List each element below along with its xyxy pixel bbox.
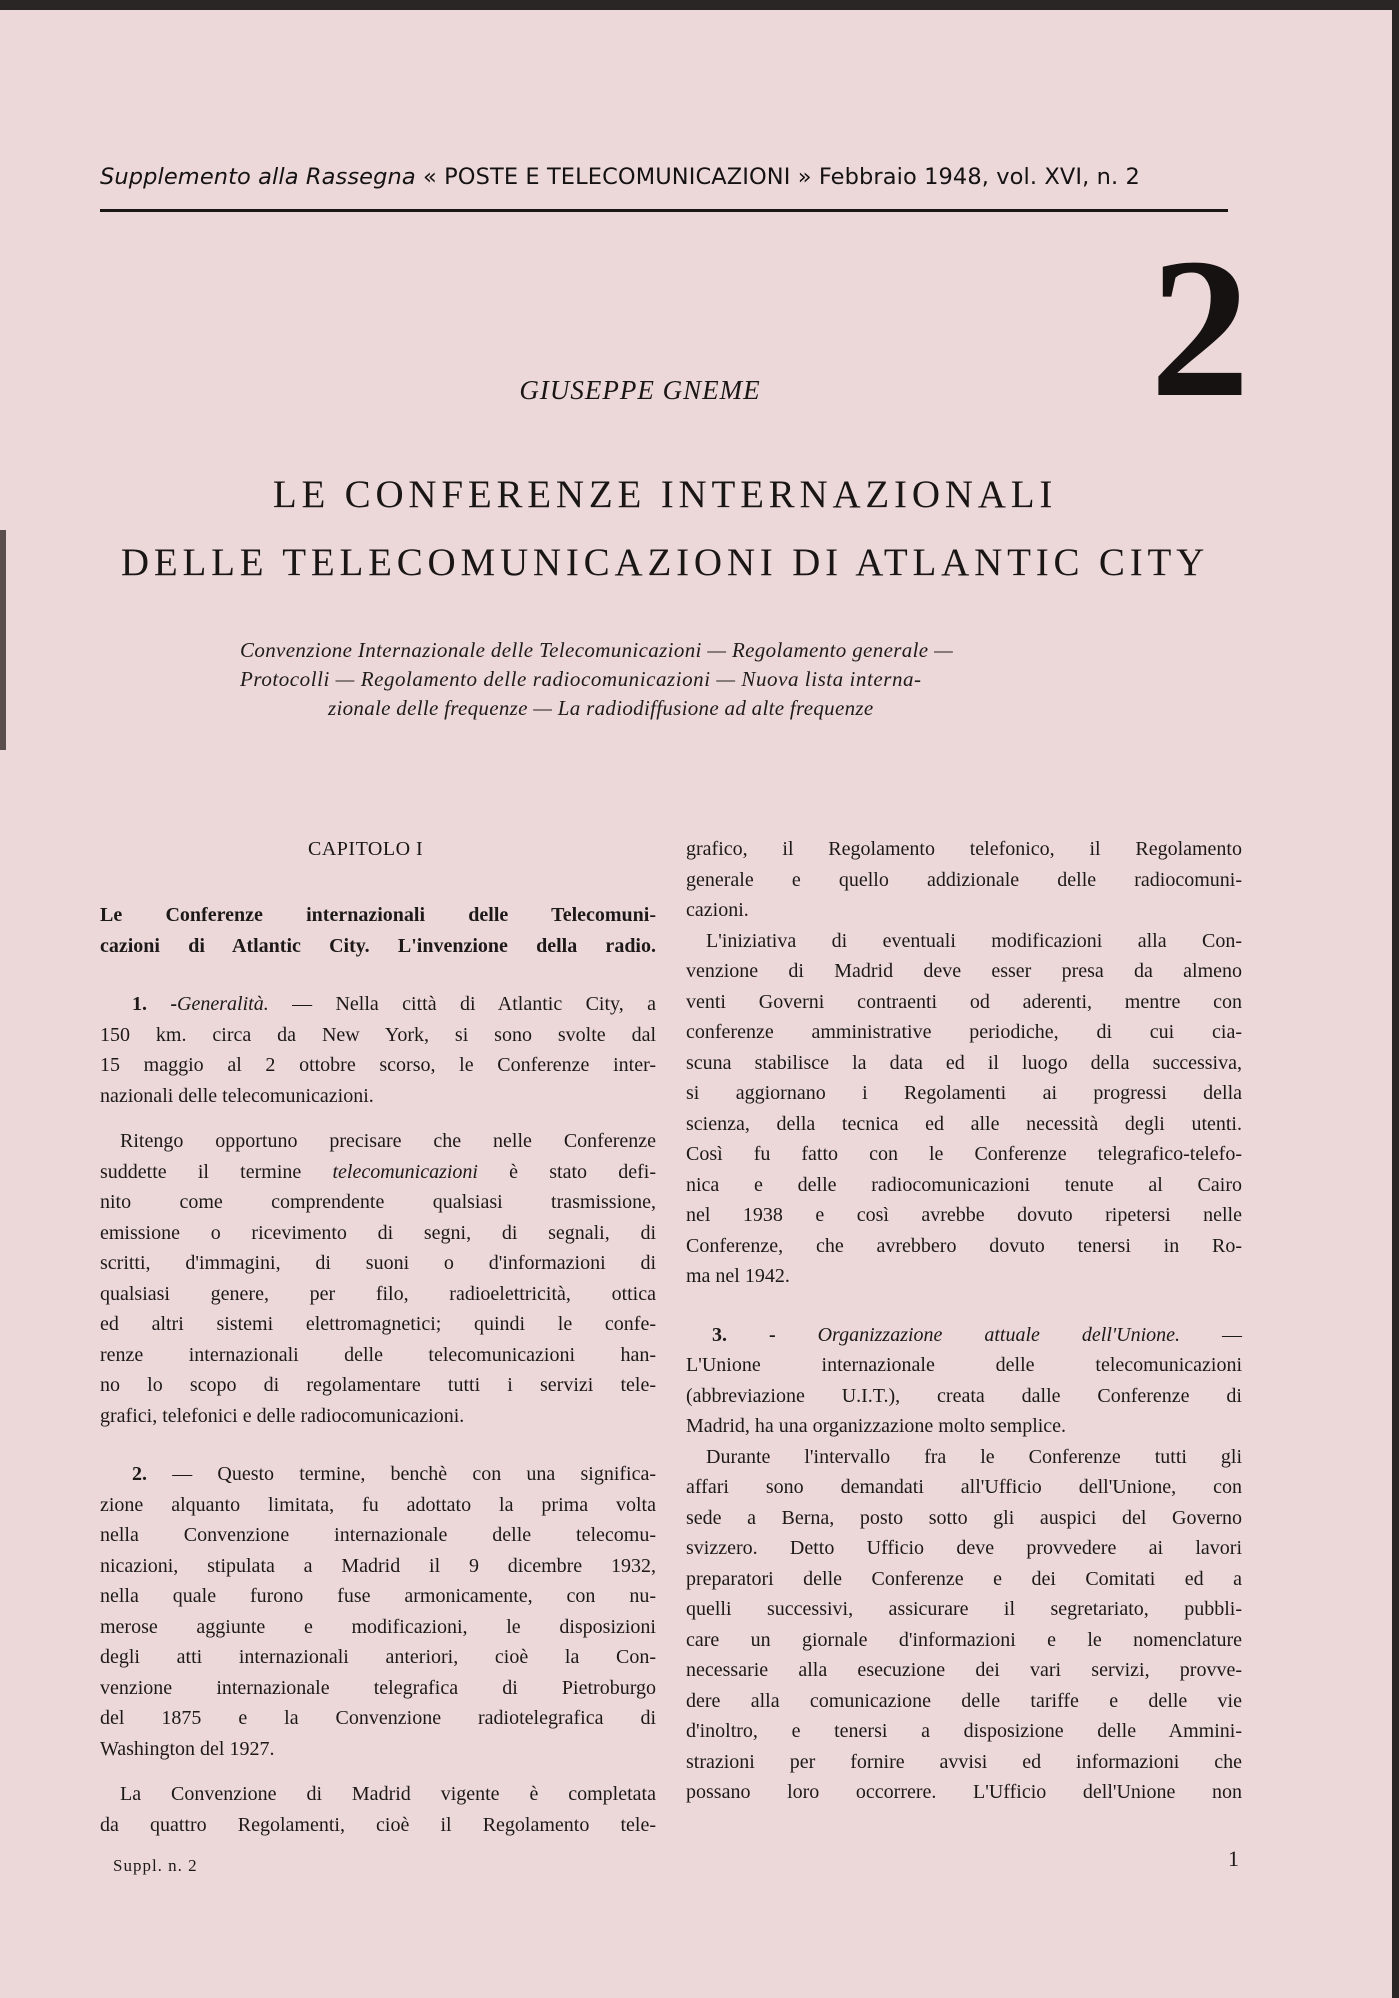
paragraph-line: necessarie alla esecuzione dei vari servizi, provve- (686, 1659, 1242, 1681)
subtitle-line: Convenzione Internazionale delle Telecomunicazioni — Regolamento generale — (240, 638, 954, 662)
paragraph-line: zione alquanto limitata, fu adottato la prima volta (100, 1493, 656, 1516)
paragraph-line: si aggiornano i Regolamenti ai progressi della (686, 1082, 1242, 1104)
paragraph-line: preparatori delle Conferenze e dei Comitati ed a (686, 1567, 1242, 1590)
paragraph-line: 150 km. circa da New York, si sono svolte dal (100, 1023, 656, 1046)
footer-supplement: Suppl. n. 2 (113, 1856, 198, 1875)
header-issue: Febbraio 1948, vol. XVI, n. 2 (818, 164, 1140, 190)
paragraph-line: cazioni. (686, 899, 749, 921)
paragraph-line: Conferenze, che avrebbero dovuto tenersi in Ro- (686, 1234, 1242, 1257)
document-page (0, 10, 1392, 1998)
paragraph-line: ed altri sistemi elettromagnetici; quindi le confe- (100, 1313, 656, 1335)
issue-number (1130, 235, 1270, 425)
right-column (686, 834, 1242, 1808)
paragraph-line (100, 989, 656, 1020)
paragraph-line: venzione internazionale telegrafica di Pietroburgo (100, 1676, 656, 1699)
paragraph-line: dere alla comunicazione delle tariffe e delle vie (686, 1689, 1242, 1712)
paragraph-title: Generalità. (177, 993, 269, 1015)
paragraph-line: merose aggiunte e modificazioni, le disposizioni (100, 1615, 656, 1638)
paragraph-line: scienza, della tecnica ed alle necessità degli utenti. (686, 1112, 1242, 1135)
paragraph-number: 1. - (132, 993, 178, 1015)
paragraph-number: 3. - (712, 1323, 776, 1346)
paragraph-line: (abbreviazione U.I.T.), creata dalle Conferenze di (686, 1384, 1242, 1407)
paragraph-line: emissione o ricevimento di segni, di segnali, di (100, 1221, 656, 1244)
paragraph-line: da quattro Regolamenti, cioè il Regolamento tele- (100, 1813, 656, 1836)
section-heading-line: cazioni di Atlantic City. L'invenzione della radio. (100, 934, 656, 957)
issue-number-text: 2 (1150, 235, 1250, 425)
paragraph-line: possano loro occorrere. L'Ufficio dell'Unione non (686, 1781, 1242, 1803)
paragraph-line: nella Convenzione internazionale delle telecomu- (100, 1524, 656, 1546)
header-journal: « POSTE E TELECOMUNICAZIONI » (423, 164, 812, 190)
paragraph-line: qualsiasi genere, per filo, radioelettricità, ottica (100, 1282, 656, 1305)
paragraph-line: no lo scopo di regolamentare tutti i servizi tele- (100, 1374, 656, 1396)
running-header (100, 164, 1230, 190)
paragraph-line: nica e delle radiocomunicazioni tenute al Cairo (686, 1173, 1242, 1196)
paragraph-line: scritti, d'immagini, di suoni o d'informazioni di (100, 1252, 656, 1274)
paragraph-line: Ritengo opportuno precisare che nelle Conferenze (120, 1130, 656, 1152)
paragraph-line (686, 1320, 1242, 1351)
paragraph-line: nel 1938 e così avrebbe dovuto ripetersi nelle (686, 1204, 1242, 1226)
paragraph-line: venti Governi contraenti od aderenti, mentre con (686, 990, 1242, 1013)
paragraph-line: ma nel 1942. (686, 1265, 790, 1287)
paragraph-line: d'inoltro, e tenersi a disposizione delle Ammini- (686, 1720, 1242, 1742)
paragraph-line: generale e quello addizionale delle radiocomuni- (686, 868, 1242, 891)
paragraph-line: strazioni per fornire avvisi ed informazioni che (686, 1750, 1242, 1773)
paragraph-line: care un giornale d'informazioni e le nomenclature (686, 1628, 1242, 1651)
paragraph-line: La Convenzione di Madrid vigente è completata (120, 1783, 656, 1805)
paragraph-line: Madrid, ha una organizzazione molto semplice. (686, 1415, 1067, 1437)
subtitle-line: zionale delle frequenze — La radiodiffusione ad alte frequenze (328, 696, 874, 720)
page-number: 1 (1228, 1846, 1239, 1871)
left-column (100, 900, 656, 1840)
paragraph-line (100, 1157, 656, 1188)
paragraph-text: — Questo termine, benchè con una significa- (147, 1463, 656, 1485)
binding-edge (0, 530, 6, 750)
paragraph-text: — (1180, 1323, 1243, 1346)
paragraph-line: scuna stabilisce la data ed il luogo della successiva, (686, 1051, 1242, 1074)
paragraph-line: nicazioni, stipulata a Madrid il 9 dicembre 1932, (100, 1554, 656, 1577)
article-subtitle (240, 636, 1120, 723)
section-heading-line: Le Conferenze internazionali delle Telecomuni- (100, 904, 656, 926)
paragraph-line: quelli successivi, assicurare il segretariato, pubbli- (686, 1598, 1242, 1620)
paragraph-line: nito come comprendente qualsiasi trasmissione, (100, 1191, 656, 1213)
paragraph-line: nella quale furono fuse armonicamente, con nu- (100, 1585, 656, 1607)
paragraph-line: nazionali delle telecomunicazioni. (100, 1084, 374, 1107)
paragraph-title: Organizzazione attuale dell'Unione. (817, 1323, 1181, 1346)
paragraph-line: degli atti internazionali anteriori, cioè la Con- (100, 1646, 656, 1668)
subtitle-line: Protocolli — Regolamento delle radiocomunicazioni — Nuova lista interna- (240, 667, 922, 691)
header-prefix: Supplemento alla Rassegna (100, 164, 416, 190)
header-rule (100, 209, 1228, 212)
paragraph-line: Durante l'intervallo fra le Conferenze tutti gli (706, 1445, 1242, 1468)
paragraph-line: conferenze amministrative periodiche, di cui cia- (686, 1021, 1242, 1043)
chapter-heading: CAPITOLO I (308, 838, 424, 860)
paragraph-line: venzione di Madrid deve esser presa da almeno (686, 960, 1242, 982)
paragraph-line: sede a Berna, posto sotto gli auspici del Governo (686, 1506, 1242, 1529)
paragraph-text: è stato defi- (477, 1160, 656, 1183)
paragraph-line: renze internazionali delle telecomunicazioni han- (100, 1343, 656, 1366)
paragraph-line: grafico, il Regolamento telefonico, il Regolamento (686, 838, 1242, 860)
paragraph-line (100, 1459, 656, 1490)
paragraph-line: svizzero. Detto Ufficio deve provvedere ai lavori (686, 1537, 1242, 1559)
paragraph-text: — Nella città di Atlantic City, a (268, 993, 656, 1015)
term-telecomunicazioni: telecomunicazioni (332, 1160, 478, 1183)
paragraph-line: L'iniziativa di eventuali modificazioni alla Con- (706, 929, 1242, 952)
article-title-line-1: LE CONFERENZE INTERNAZIONALI (272, 473, 1058, 516)
paragraph-line: L'Unione internazionale delle telecomunicazioni (686, 1354, 1242, 1376)
paragraph-line: grafici, telefonici e delle radiocomunicazioni. (100, 1404, 465, 1427)
paragraph-line: Così fu fatto con le Conferenze telegrafico-telefo- (686, 1143, 1242, 1165)
paragraph-line: Washington del 1927. (100, 1737, 275, 1760)
article-title-line-2: DELLE TELECOMUNICAZIONI DI ATLANTIC CITY (120, 541, 1210, 584)
paragraph-line: affari sono demandati all'Ufficio dell'Unione, con (686, 1476, 1242, 1498)
paragraph-line: 15 maggio al 2 ottobre scorso, le Conferenze inter- (100, 1054, 656, 1076)
paragraph-line: del 1875 e la Convenzione radiotelegrafica di (100, 1707, 656, 1729)
paragraph-text: suddette il termine (100, 1160, 333, 1183)
paragraph-number: 2. (132, 1463, 147, 1485)
author-name: GIUSEPPE GNEME (519, 375, 761, 405)
